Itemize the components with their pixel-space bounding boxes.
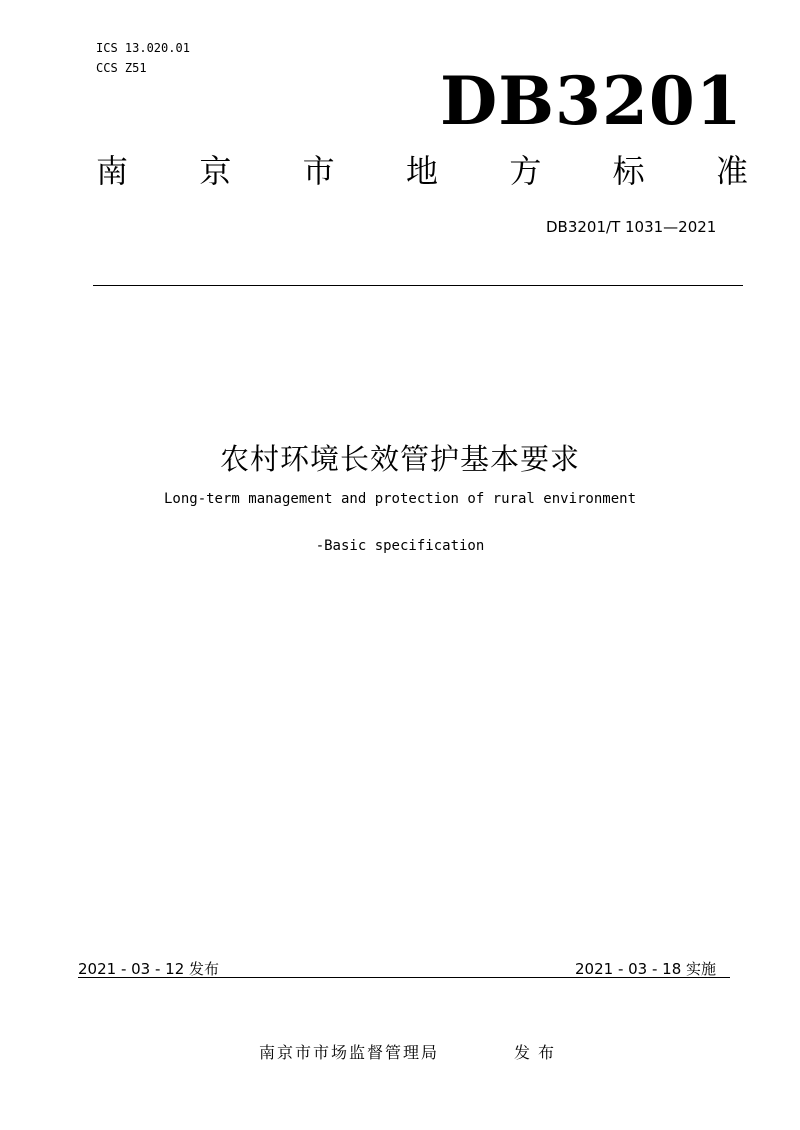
issue-word: 发布 — [514, 1043, 563, 1062]
authority-char: 地 — [405, 152, 438, 190]
ccs-code: CCS Z51 — [96, 61, 147, 75]
standard-code-heading: DB3201 — [440, 62, 743, 140]
top-divider — [93, 285, 743, 286]
authority-char: 标 — [612, 152, 645, 190]
authority-char: 准 — [715, 152, 748, 190]
authority-char: 方 — [509, 152, 542, 190]
title-english-line1: Long-term management and protection of rural environment — [163, 491, 636, 507]
issuer-name: 南京市市场监督管理局 — [259, 1043, 440, 1062]
authority-line — [96, 154, 748, 189]
implement-date: 2021 - 03 - 18 实施 — [575, 960, 717, 978]
authority-char: 市 — [302, 152, 335, 190]
bottom-divider — [78, 977, 730, 978]
authority-char: 京 — [199, 152, 232, 190]
title-chinese: 农村环境长效管护基本要求 — [219, 442, 580, 476]
standard-number: DB3201/T 1031—2021 — [546, 218, 717, 236]
authority-char: 南 — [96, 152, 129, 190]
publish-date: 2021 - 03 - 12 发布 — [78, 960, 220, 978]
ics-code: ICS 13.020.01 — [96, 41, 190, 55]
title-english-line2: -Basic specification — [315, 538, 485, 554]
